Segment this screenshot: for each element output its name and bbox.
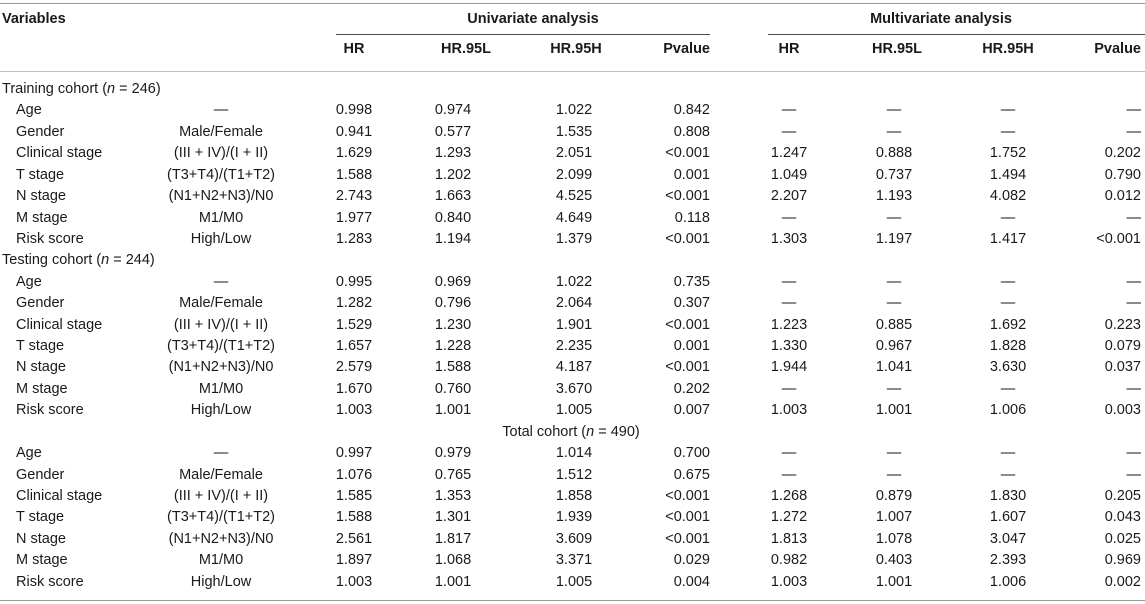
cell-hr-multi: — xyxy=(781,466,797,483)
cell-hr-multi: 1.268 xyxy=(770,487,808,504)
cell-comparison: — xyxy=(213,445,229,462)
cell-hr-multi: 1.049 xyxy=(770,166,808,183)
cell-pvalue-uni: 0.004 xyxy=(673,573,710,590)
cell-hr95l-uni: 1.663 xyxy=(434,188,472,205)
cell-pvalue-uni: 0.001 xyxy=(673,338,710,355)
group-header: Total cohort (n = 490) xyxy=(502,423,640,440)
cell-hr95l-multi: 1.197 xyxy=(875,230,913,247)
cell-hr95h-multi: — xyxy=(1000,273,1016,290)
cell-pvalue-multi: 0.223 xyxy=(1104,316,1141,333)
cell-hr95l-uni: 0.760 xyxy=(434,380,472,397)
cell-pvalue-uni: 0.001 xyxy=(673,166,710,183)
cell-hr95l-multi: 0.403 xyxy=(875,552,913,569)
cell-hr95h-multi: 1.752 xyxy=(989,145,1027,162)
cell-pvalue-multi: — xyxy=(1126,445,1141,462)
cell-hr95l-multi: — xyxy=(886,466,902,483)
header-variables: Variables xyxy=(2,11,66,27)
cell-hr95h-uni: 1.022 xyxy=(555,273,593,290)
cell-hr95l-uni: 1.068 xyxy=(434,552,472,569)
cell-comparison: (III + IV)/(I + II) xyxy=(173,316,269,333)
cell-hr95h-uni: 3.670 xyxy=(555,380,593,397)
cell-hr95h-multi: 1.417 xyxy=(989,230,1027,247)
cell-variable: Gender xyxy=(16,466,65,483)
univariate-underline xyxy=(336,34,710,35)
cell-pvalue-multi: — xyxy=(1126,273,1141,290)
cell-hr-uni: 1.003 xyxy=(335,402,373,419)
cell-hr95l-multi: — xyxy=(886,123,902,140)
cell-pvalue-uni: 0.118 xyxy=(674,209,710,226)
cell-comparison: — xyxy=(213,273,229,290)
cell-hr95h-uni: 1.022 xyxy=(555,102,593,119)
cell-comparison: (N1+N2+N3)/N0 xyxy=(168,359,274,376)
cell-comparison: Male/Female xyxy=(179,466,263,483)
cell-hr-multi: — xyxy=(781,273,797,290)
cell-hr-uni: 1.282 xyxy=(335,295,373,312)
cell-hr95l-multi: — xyxy=(886,273,902,290)
cell-hr95h-multi: — xyxy=(1000,209,1016,226)
cell-pvalue-multi: 0.790 xyxy=(1104,166,1141,183)
cell-hr95l-uni: 1.228 xyxy=(434,338,472,355)
cell-pvalue-uni: 0.007 xyxy=(673,402,710,419)
cell-hr95h-uni: 1.901 xyxy=(555,316,593,333)
cell-hr-uni: 1.588 xyxy=(335,509,373,526)
cell-hr95h-multi: 1.830 xyxy=(989,487,1027,504)
cell-hr95l-multi: 1.001 xyxy=(875,402,913,419)
cell-hr95h-uni: 1.535 xyxy=(555,123,593,140)
cell-hr95h-multi: 3.630 xyxy=(989,359,1027,376)
cell-hr95h-multi: — xyxy=(1000,445,1016,462)
cell-comparison: (III + IV)/(I + II) xyxy=(173,487,269,504)
cell-hr95h-uni: 1.005 xyxy=(555,402,593,419)
cell-hr95l-uni: 1.353 xyxy=(434,487,472,504)
cell-hr-uni: 0.995 xyxy=(335,273,373,290)
cell-pvalue-multi: — xyxy=(1126,209,1141,226)
cell-hr95h-uni: 3.371 xyxy=(555,552,593,569)
cell-hr95h-uni: 3.609 xyxy=(555,530,593,547)
cell-comparison: (III + IV)/(I + II) xyxy=(173,145,269,162)
cell-pvalue-multi: 0.003 xyxy=(1104,402,1141,419)
cell-pvalue-uni: <0.001 xyxy=(665,359,710,376)
cell-hr-uni: 1.588 xyxy=(335,166,373,183)
cell-comparison: High/Low xyxy=(190,402,252,419)
cell-hr-multi: 1.330 xyxy=(770,338,808,355)
cell-hr-multi: — xyxy=(781,445,797,462)
cell-comparison: (T3+T4)/(T1+T2) xyxy=(167,166,275,183)
cell-hr-multi: 0.982 xyxy=(770,552,808,569)
cell-pvalue-multi: 0.969 xyxy=(1104,552,1141,569)
cell-hr-multi: 1.813 xyxy=(770,530,808,547)
header-multivariate: Multivariate analysis xyxy=(870,11,1012,27)
cell-hr95h-multi: 1.692 xyxy=(989,316,1027,333)
cell-hr-multi: 1.944 xyxy=(770,359,808,376)
cell-variable: Gender xyxy=(16,123,65,140)
cell-pvalue-uni: 0.842 xyxy=(673,102,710,119)
cell-pvalue-uni: <0.001 xyxy=(665,145,710,162)
cell-hr95l-multi: — xyxy=(886,380,902,397)
cell-pvalue-uni: <0.001 xyxy=(665,316,710,333)
cell-hr-multi: — xyxy=(781,295,797,312)
cell-hr-multi: 1.303 xyxy=(770,230,808,247)
cell-comparison: M1/M0 xyxy=(198,380,244,397)
cell-comparison: M1/M0 xyxy=(198,552,244,569)
cell-hr-uni: 1.585 xyxy=(335,487,373,504)
cell-hr95l-uni: 1.301 xyxy=(434,509,472,526)
cell-hr95h-multi: 1.494 xyxy=(989,166,1027,183)
cell-pvalue-uni: 0.029 xyxy=(673,552,710,569)
cell-comparison: (N1+N2+N3)/N0 xyxy=(168,530,274,547)
cell-pvalue-multi: — xyxy=(1126,295,1141,312)
cell-pvalue-uni: <0.001 xyxy=(665,487,710,504)
cell-variable: N stage xyxy=(16,359,66,376)
cell-hr-uni: 0.941 xyxy=(335,123,373,140)
cell-pvalue-multi: <0.001 xyxy=(1096,230,1141,247)
cell-pvalue-uni: <0.001 xyxy=(665,509,710,526)
cell-hr-uni: 0.998 xyxy=(335,102,373,119)
cell-hr-uni: 1.897 xyxy=(335,552,373,569)
col-header-hr95h-multi: HR.95H xyxy=(982,41,1034,57)
cell-hr95l-multi: — xyxy=(886,102,902,119)
cell-hr95h-multi: 1.607 xyxy=(989,509,1027,526)
cell-hr95h-uni: 1.005 xyxy=(555,573,593,590)
bottom-rule xyxy=(0,600,1145,601)
cell-hr-multi: 2.207 xyxy=(770,188,808,205)
cell-variable: T stage xyxy=(16,338,65,355)
cell-hr95l-uni: 1.817 xyxy=(434,530,472,547)
cell-hr95l-multi: 1.193 xyxy=(875,188,913,205)
cell-hr-uni: 2.743 xyxy=(335,188,373,205)
cell-variable: Clinical stage xyxy=(16,316,103,333)
cell-hr95l-multi: — xyxy=(886,295,902,312)
cell-variable: M stage xyxy=(16,380,68,397)
cell-comparison: (T3+T4)/(T1+T2) xyxy=(167,338,275,355)
cell-pvalue-multi: 0.037 xyxy=(1104,359,1141,376)
cell-pvalue-uni: <0.001 xyxy=(665,230,710,247)
cell-hr95h-multi: — xyxy=(1000,123,1016,140)
col-header-hr95h-uni: HR.95H xyxy=(550,41,602,57)
cell-variable: Risk score xyxy=(16,230,84,247)
cell-comparison: M1/M0 xyxy=(198,209,244,226)
cell-hr95l-multi: — xyxy=(886,209,902,226)
cell-hr-multi: 1.003 xyxy=(770,402,808,419)
cell-hr95h-multi: — xyxy=(1000,466,1016,483)
cell-hr95h-multi: — xyxy=(1000,102,1016,119)
cell-hr95h-uni: 1.858 xyxy=(555,487,593,504)
cell-hr95l-uni: 0.840 xyxy=(434,209,472,226)
cell-pvalue-uni: 0.202 xyxy=(673,380,710,397)
cell-hr-multi: 1.223 xyxy=(770,316,808,333)
cell-comparison: Male/Female xyxy=(179,123,263,140)
cell-variable: Clinical stage xyxy=(16,145,103,162)
cell-hr95h-uni: 2.051 xyxy=(555,145,593,162)
cell-comparison: Male/Female xyxy=(179,295,263,312)
cell-hr-multi: — xyxy=(781,209,797,226)
cell-hr95h-multi: 1.006 xyxy=(989,402,1027,419)
cell-hr95l-multi: 0.879 xyxy=(875,487,913,504)
cell-variable: Age xyxy=(16,273,42,290)
cell-variable: T stage xyxy=(16,166,65,183)
cell-hr95l-uni: 1.001 xyxy=(434,402,472,419)
cell-hr95l-uni: 1.194 xyxy=(434,230,472,247)
cell-hr95l-multi: 1.007 xyxy=(875,509,913,526)
cell-hr95l-uni: 0.577 xyxy=(434,123,472,140)
cell-hr95l-uni: 0.765 xyxy=(434,466,472,483)
cell-comparison: — xyxy=(213,102,229,119)
cell-hr95h-multi: 4.082 xyxy=(989,188,1027,205)
cell-pvalue-multi: 0.002 xyxy=(1104,573,1141,590)
cell-hr-multi: 1.272 xyxy=(770,509,808,526)
cell-variable: Gender xyxy=(16,295,65,312)
cell-hr-uni: 1.076 xyxy=(335,466,373,483)
cell-hr95h-multi: 3.047 xyxy=(989,530,1027,547)
cell-hr-uni: 1.977 xyxy=(335,209,373,226)
cell-hr95h-uni: 1.379 xyxy=(555,230,593,247)
col-header-pvalue-multi: Pvalue xyxy=(1094,41,1141,57)
cell-pvalue-uni: 0.675 xyxy=(673,466,710,483)
cell-hr95l-multi: 1.078 xyxy=(875,530,913,547)
cell-hr95h-uni: 1.014 xyxy=(555,445,593,462)
col-header-hr-multi: HR xyxy=(778,41,800,57)
cell-hr95l-uni: 0.969 xyxy=(434,273,472,290)
cell-hr-multi: — xyxy=(781,380,797,397)
cell-hr95l-multi: 0.888 xyxy=(875,145,913,162)
cell-hr95h-uni: 1.939 xyxy=(555,509,593,526)
cell-comparison: (N1+N2+N3)/N0 xyxy=(168,188,274,205)
cell-pvalue-uni: <0.001 xyxy=(665,188,710,205)
cell-pvalue-uni: 0.700 xyxy=(673,445,710,462)
cell-variable: T stage xyxy=(16,509,65,526)
cell-hr-multi: 1.247 xyxy=(770,145,808,162)
cell-variable: M stage xyxy=(16,209,68,226)
cell-hr95l-uni: 0.979 xyxy=(434,445,472,462)
cell-hr95l-uni: 0.974 xyxy=(434,102,472,119)
col-header-hr-uni: HR xyxy=(343,41,365,57)
cell-pvalue-uni: 0.808 xyxy=(673,123,710,140)
cell-hr-uni: 1.283 xyxy=(335,230,373,247)
cell-hr-uni: 2.561 xyxy=(335,530,373,547)
cell-hr95l-multi: 0.737 xyxy=(875,166,913,183)
col-header-hr95l-multi: HR.95L xyxy=(872,41,922,57)
cell-pvalue-uni: <0.001 xyxy=(665,530,710,547)
cell-hr-uni: 1.529 xyxy=(335,316,373,333)
col-header-hr95l-uni: HR.95L xyxy=(441,41,491,57)
cell-hr95l-uni: 1.588 xyxy=(434,359,472,376)
cell-variable: Age xyxy=(16,102,42,119)
cell-pvalue-multi: 0.202 xyxy=(1104,145,1141,162)
cell-pvalue-multi: 0.205 xyxy=(1104,487,1141,504)
cell-variable: Risk score xyxy=(16,573,84,590)
cell-hr95h-uni: 2.235 xyxy=(555,338,593,355)
cell-hr95h-multi: — xyxy=(1000,380,1016,397)
cell-pvalue-multi: — xyxy=(1126,123,1141,140)
cell-hr95h-multi: 1.006 xyxy=(989,573,1027,590)
cell-variable: Risk score xyxy=(16,402,84,419)
cell-pvalue-multi: — xyxy=(1126,466,1141,483)
cell-hr95l-multi: 0.967 xyxy=(875,338,913,355)
cell-hr95l-uni: 1.230 xyxy=(434,316,472,333)
cell-pvalue-uni: 0.307 xyxy=(673,295,710,312)
cell-comparison: High/Low xyxy=(190,573,252,590)
cell-pvalue-multi: 0.012 xyxy=(1104,188,1141,205)
cell-hr95h-multi: 1.828 xyxy=(989,338,1027,355)
cell-hr95h-uni: 4.525 xyxy=(555,188,593,205)
cell-hr-uni: 2.579 xyxy=(335,359,373,376)
cell-hr95h-multi: 2.393 xyxy=(989,552,1027,569)
cell-hr95h-uni: 4.187 xyxy=(555,359,593,376)
multivariate-underline xyxy=(768,34,1145,35)
cell-hr95l-multi: — xyxy=(886,445,902,462)
cell-variable: Clinical stage xyxy=(16,487,103,504)
cell-comparison: (T3+T4)/(T1+T2) xyxy=(167,509,275,526)
cell-hr95l-uni: 0.796 xyxy=(434,295,472,312)
cell-variable: Age xyxy=(16,445,42,462)
cell-pvalue-multi: — xyxy=(1126,380,1141,397)
header-rule xyxy=(0,71,1145,72)
cell-variable: M stage xyxy=(16,552,68,569)
cell-hr-uni: 0.997 xyxy=(335,445,373,462)
cell-hr-uni: 1.670 xyxy=(335,380,373,397)
cell-hr-uni: 1.657 xyxy=(335,338,373,355)
cell-variable: N stage xyxy=(16,530,66,547)
cell-hr95l-uni: 1.001 xyxy=(434,573,472,590)
group-header: Training cohort (n = 246) xyxy=(2,81,161,97)
cell-pvalue-multi: 0.043 xyxy=(1104,509,1141,526)
cell-hr-uni: 1.629 xyxy=(335,145,373,162)
cell-hr-multi: — xyxy=(781,123,797,140)
cell-hr95h-uni: 2.099 xyxy=(555,166,593,183)
cell-hr95l-uni: 1.202 xyxy=(434,166,472,183)
cell-hr95l-multi: 1.001 xyxy=(875,573,913,590)
cell-hr95h-uni: 1.512 xyxy=(555,466,593,483)
cell-hr-multi: — xyxy=(781,102,797,119)
cell-hr95l-multi: 0.885 xyxy=(875,316,913,333)
cell-hr95l-uni: 1.293 xyxy=(434,145,472,162)
cell-hr95h-uni: 2.064 xyxy=(555,295,593,312)
cell-variable: N stage xyxy=(16,188,66,205)
cell-pvalue-multi: — xyxy=(1126,102,1141,119)
cell-pvalue-uni: 0.735 xyxy=(673,273,710,290)
top-rule xyxy=(0,3,1145,4)
cell-hr95h-uni: 4.649 xyxy=(555,209,593,226)
cell-hr95h-multi: — xyxy=(1000,295,1016,312)
cell-hr-uni: 1.003 xyxy=(335,573,373,590)
group-header: Testing cohort (n = 244) xyxy=(2,252,155,269)
cell-pvalue-multi: 0.025 xyxy=(1104,530,1141,547)
cell-comparison: High/Low xyxy=(190,230,252,247)
cell-hr-multi: 1.003 xyxy=(770,573,808,590)
cell-hr95l-multi: 1.041 xyxy=(875,359,913,376)
header-univariate: Univariate analysis xyxy=(467,11,599,27)
cell-pvalue-multi: 0.079 xyxy=(1104,338,1141,355)
col-header-pvalue-uni: Pvalue xyxy=(663,41,710,57)
